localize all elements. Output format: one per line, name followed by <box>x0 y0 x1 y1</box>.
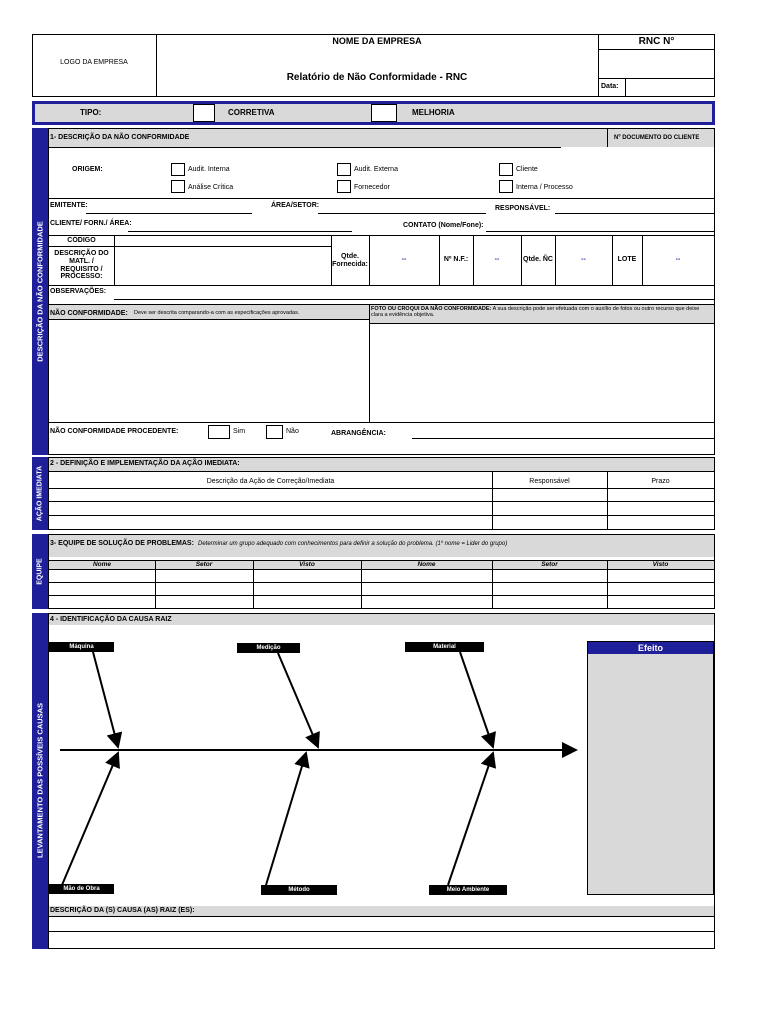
cause-medicao-label: Medição <box>237 643 300 653</box>
nc-procedente-label: NÃO CONFORMIDADE PROCEDENTE: <box>50 428 179 435</box>
nc-description-area[interactable] <box>50 320 368 421</box>
interna-processo-label: Interna / Processo <box>516 184 573 191</box>
metodo-bone <box>266 753 306 885</box>
table-row[interactable] <box>49 516 714 529</box>
interna-processo-checkbox[interactable] <box>499 180 513 193</box>
origem-label: ORIGEM: <box>72 166 103 173</box>
table-row[interactable] <box>49 570 714 582</box>
cliente-checkbox[interactable] <box>499 163 513 176</box>
cause-mao-de-obra-label: Mão de Obra <box>49 884 114 894</box>
corretiva-label: CORRETIVA <box>228 108 275 117</box>
fishbone-diagram <box>48 625 588 905</box>
section3-hint: Determinar um grupo adequado com conhecimentos para definir a solução do problema. (1º nome = Lider do grupo) <box>198 541 508 547</box>
codigo-label: CÓDIGO <box>67 237 96 244</box>
audit-interna-label: Audit. Interna <box>188 166 230 173</box>
tipo-label: TIPO: <box>80 108 102 117</box>
procedente-nao-checkbox[interactable] <box>266 425 283 439</box>
cause-material-label: Material <box>405 642 484 652</box>
section3-side-label: EQUIPE <box>36 558 44 585</box>
observacoes-label: OBSERVAÇÕES: <box>50 288 107 295</box>
descricao-label-2: MATL. / <box>69 258 94 265</box>
nf-value[interactable]: -- <box>494 256 500 263</box>
maquina-bone <box>93 652 118 747</box>
equipe-col-setor-1: Setor <box>195 561 213 568</box>
company-name: NOME DA EMPRESA <box>332 36 422 46</box>
prazo-column-header: Prazo <box>651 478 670 485</box>
section4-title: 4 - IDENTIFICAÇÃO DA CAUSA RAIZ <box>50 616 172 623</box>
cause-meio-ambiente-label: Meio Ambiente <box>429 885 507 895</box>
section1-title: 1- DESCRIÇÃO DA NÃO CONFORMIDADE <box>50 134 190 141</box>
effect-box[interactable] <box>587 641 714 895</box>
equipe-col-nome-2: Nome <box>417 561 436 568</box>
procedente-sim-label: Sim <box>233 428 246 435</box>
melhoria-checkbox[interactable] <box>371 104 397 122</box>
contato-label: CONTATO (Nome/Fone): <box>403 222 484 229</box>
equipe-col-nome-1: Nome <box>92 561 112 568</box>
table-row[interactable] <box>49 583 714 595</box>
table-row[interactable] <box>49 489 714 501</box>
photo-sketch-label: FOTO OU CROQUI DA NÃO CONFORMIDADE: <box>371 306 492 312</box>
section2-title: 2 - DEFINIÇÃO E IMPLEMENTAÇÃO DA AÇÃO IMEDIATA: <box>50 460 240 467</box>
root-cause-field[interactable] <box>49 917 714 948</box>
responsavel-label: RESPONSÁVEL: <box>495 205 551 212</box>
area-setor-label: ÁREA/SETOR: <box>271 202 320 209</box>
mao-de-obra-bone <box>62 753 118 885</box>
fornecedor-label: Fornecedor <box>354 184 390 191</box>
abrangencia-label: ABRANGÊNCIA: <box>331 430 386 437</box>
qtde-nc-value[interactable]: -- <box>581 256 586 263</box>
report-title: Relatório de Não Conformidade - RNC <box>286 72 468 83</box>
date-field[interactable] <box>626 79 714 96</box>
analise-critica-checkbox[interactable] <box>171 180 185 193</box>
section4-side-label: LEVANTAMENTO DAS POSSÍVEIS CAUSAS <box>35 702 45 859</box>
audit-externa-checkbox[interactable] <box>337 163 351 176</box>
material-bone <box>460 652 493 747</box>
cliente-label: Cliente <box>516 166 538 173</box>
equipe-col-visto-2: Visto <box>652 561 669 568</box>
acao-column-header: Descrição da Ação de Correção/Imediata <box>206 478 335 485</box>
analise-critica-label: Análise Crítica <box>188 184 234 191</box>
section3-title: 3- EQUIPE DE SOLUÇÃO DE PROBLEMAS: <box>50 540 194 547</box>
emitente-label: EMITENTE: <box>50 202 88 209</box>
cause-metodo-label: Método <box>261 885 337 895</box>
melhoria-label: MELHORIA <box>412 108 455 117</box>
procedente-sim-checkbox[interactable] <box>208 425 230 439</box>
qtde-fornecida-label-2: Fornecida: <box>332 261 368 268</box>
audit-interna-checkbox[interactable] <box>171 163 185 176</box>
corretiva-checkbox[interactable] <box>193 104 215 122</box>
cause-maquina-label: Máquina <box>49 642 114 652</box>
nf-label: Nº N.F.: <box>443 256 469 263</box>
qtde-nc-label: Qtde. ÑC <box>523 256 553 263</box>
medicao-bone <box>278 653 318 747</box>
audit-externa-label: Audit. Externa <box>354 166 398 173</box>
lote-value[interactable]: -- <box>675 256 681 263</box>
root-cause-label: DESCRIÇÃO DA (S) CAUSA (AS) RAIZ (ES): <box>50 907 195 914</box>
client-doc-number-label: Nº DOCUMENTO DO CLIENTE <box>614 135 700 141</box>
responsavel-column-header: Responsável <box>529 478 570 485</box>
nc-description-label: NÃO CONFORMIDADE: <box>50 310 128 317</box>
descricao-label-1: DESCRIÇÃO DO <box>54 250 109 257</box>
effect-title: Efeito <box>588 642 713 654</box>
descricao-label-3: REQUISITO / <box>60 266 103 273</box>
section1-side-label: DESCRIÇÃO DA NÃO CONFORMIDADE <box>35 221 45 362</box>
date-label: Data: <box>601 83 619 90</box>
meio-ambiente-bone <box>448 753 493 885</box>
section2-side-label: AÇÃO IMEDIATA <box>36 465 44 522</box>
photo-sketch-hint-box <box>371 306 711 319</box>
table-row[interactable] <box>49 502 714 515</box>
qtde-fornecida-value[interactable]: -- <box>401 256 407 263</box>
rnc-number-label: RNC N° <box>638 36 675 47</box>
equipe-col-visto-1: Visto <box>299 561 315 568</box>
table-row[interactable] <box>49 596 714 608</box>
procedente-nao-label: Não <box>286 428 299 435</box>
photo-sketch-area[interactable] <box>371 324 713 421</box>
company-logo: LOGO DA EMPRESA <box>60 59 128 66</box>
lote-label: LOTE <box>617 256 637 263</box>
cliente-forn-area-label: CLIENTE/ FORN./ ÁREA: <box>50 220 132 227</box>
qtde-fornecida-label-1: Qtde. <box>341 253 359 260</box>
photo-sketch-hint: A sua descrição pode ser efetuada com o auxílio de fotos ou outro recurso que deixe clara a evidência objetiva. <box>371 306 700 319</box>
nc-description-hint: Deve ser descrita comparando-a com as especificações aprovadas. <box>134 310 300 316</box>
equipe-col-setor-2: Setor <box>541 561 558 568</box>
fornecedor-checkbox[interactable] <box>337 180 351 193</box>
descricao-label-4: PROCESSO: <box>60 273 103 280</box>
